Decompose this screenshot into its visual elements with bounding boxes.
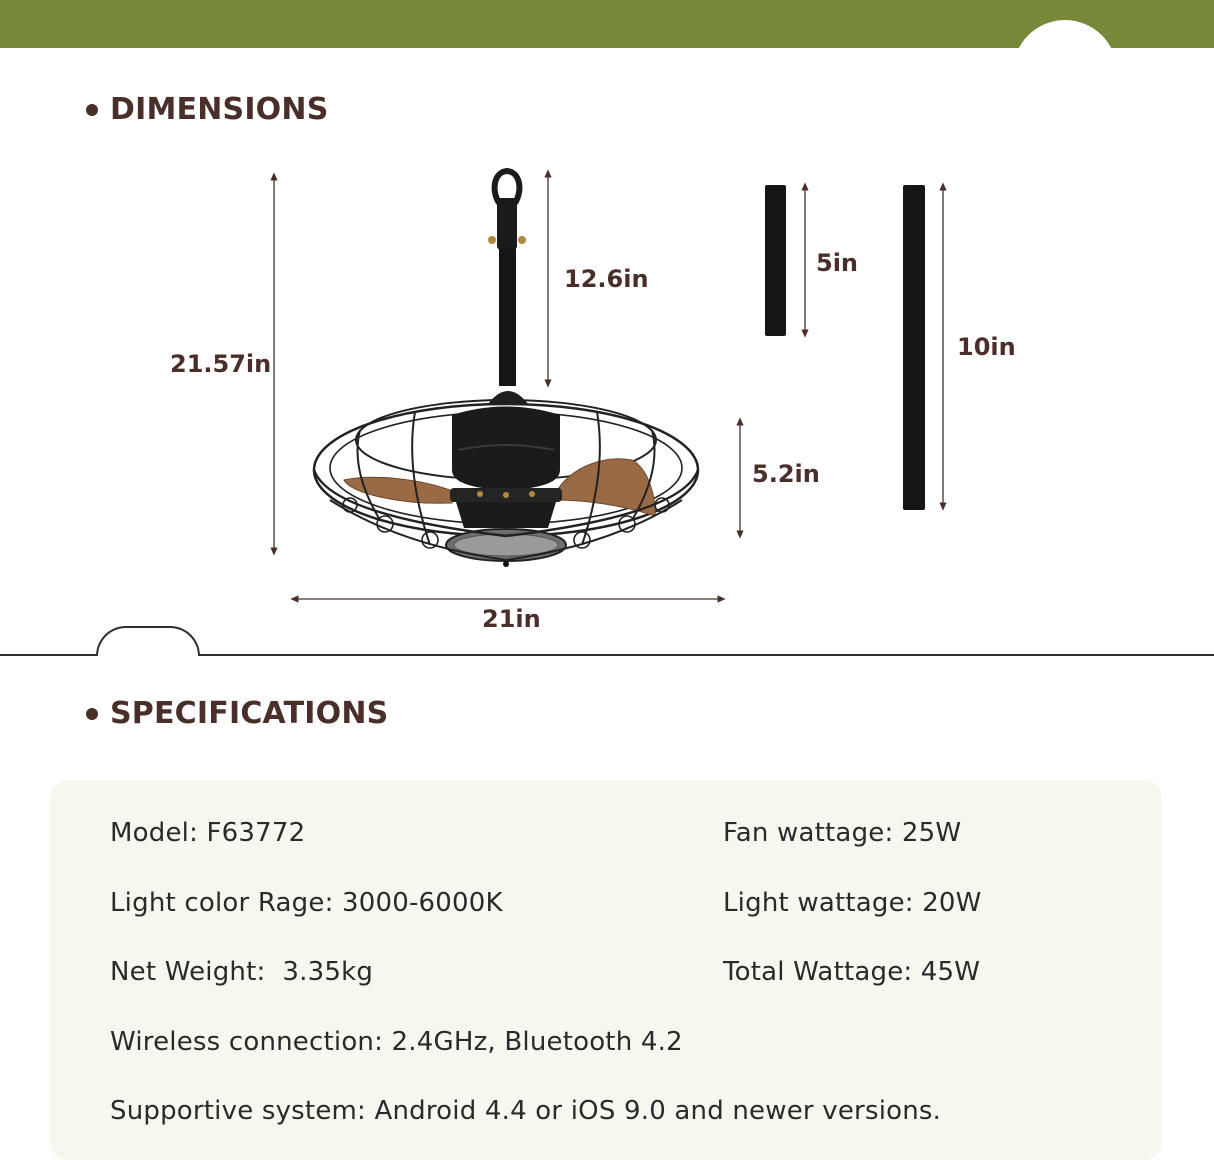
spec-fan-wattage: Fan wattage: 25W: [723, 818, 962, 848]
bullet-icon: [86, 708, 98, 720]
overall-height-label: 21.57in: [170, 350, 272, 378]
fan-dimension-diagram: [0, 150, 1214, 630]
specifications-heading: [86, 696, 388, 731]
dimensions-heading-text: DIMENSIONS: [110, 92, 329, 127]
downrod-short: [765, 185, 786, 336]
rod-short-label: 5in: [816, 249, 859, 277]
rod-long-label: 10in: [957, 333, 1016, 361]
spec-light-color-range: Light color Rage: 3000-6000K: [110, 888, 503, 918]
bullet-icon: [86, 104, 98, 116]
body-height-label: 5.2in: [752, 460, 820, 488]
downrod-length-label: 12.6in: [564, 265, 649, 293]
downrod-long: [903, 185, 925, 510]
spec-light-wattage: Light wattage: 20W: [723, 888, 982, 918]
dimensions-heading: [86, 92, 329, 127]
spec-net-weight: Net Weight: 3.35kg: [110, 957, 374, 987]
divider-notch: [96, 626, 200, 656]
width-label: 21in: [482, 605, 541, 633]
spec-model: Model: F63772: [110, 818, 306, 848]
spec-wireless: Wireless connection: 2.4GHz, Bluetooth 4.2: [110, 1027, 683, 1057]
specifications-heading-text: SPECIFICATIONS: [110, 696, 389, 731]
spec-total-wattage: Total Wattage: 45W: [723, 957, 981, 987]
spec-supportive-system: Supportive system: Android 4.4 or iOS 9.0 and newer versions.: [110, 1096, 942, 1126]
ceiling-fan: [314, 171, 698, 567]
